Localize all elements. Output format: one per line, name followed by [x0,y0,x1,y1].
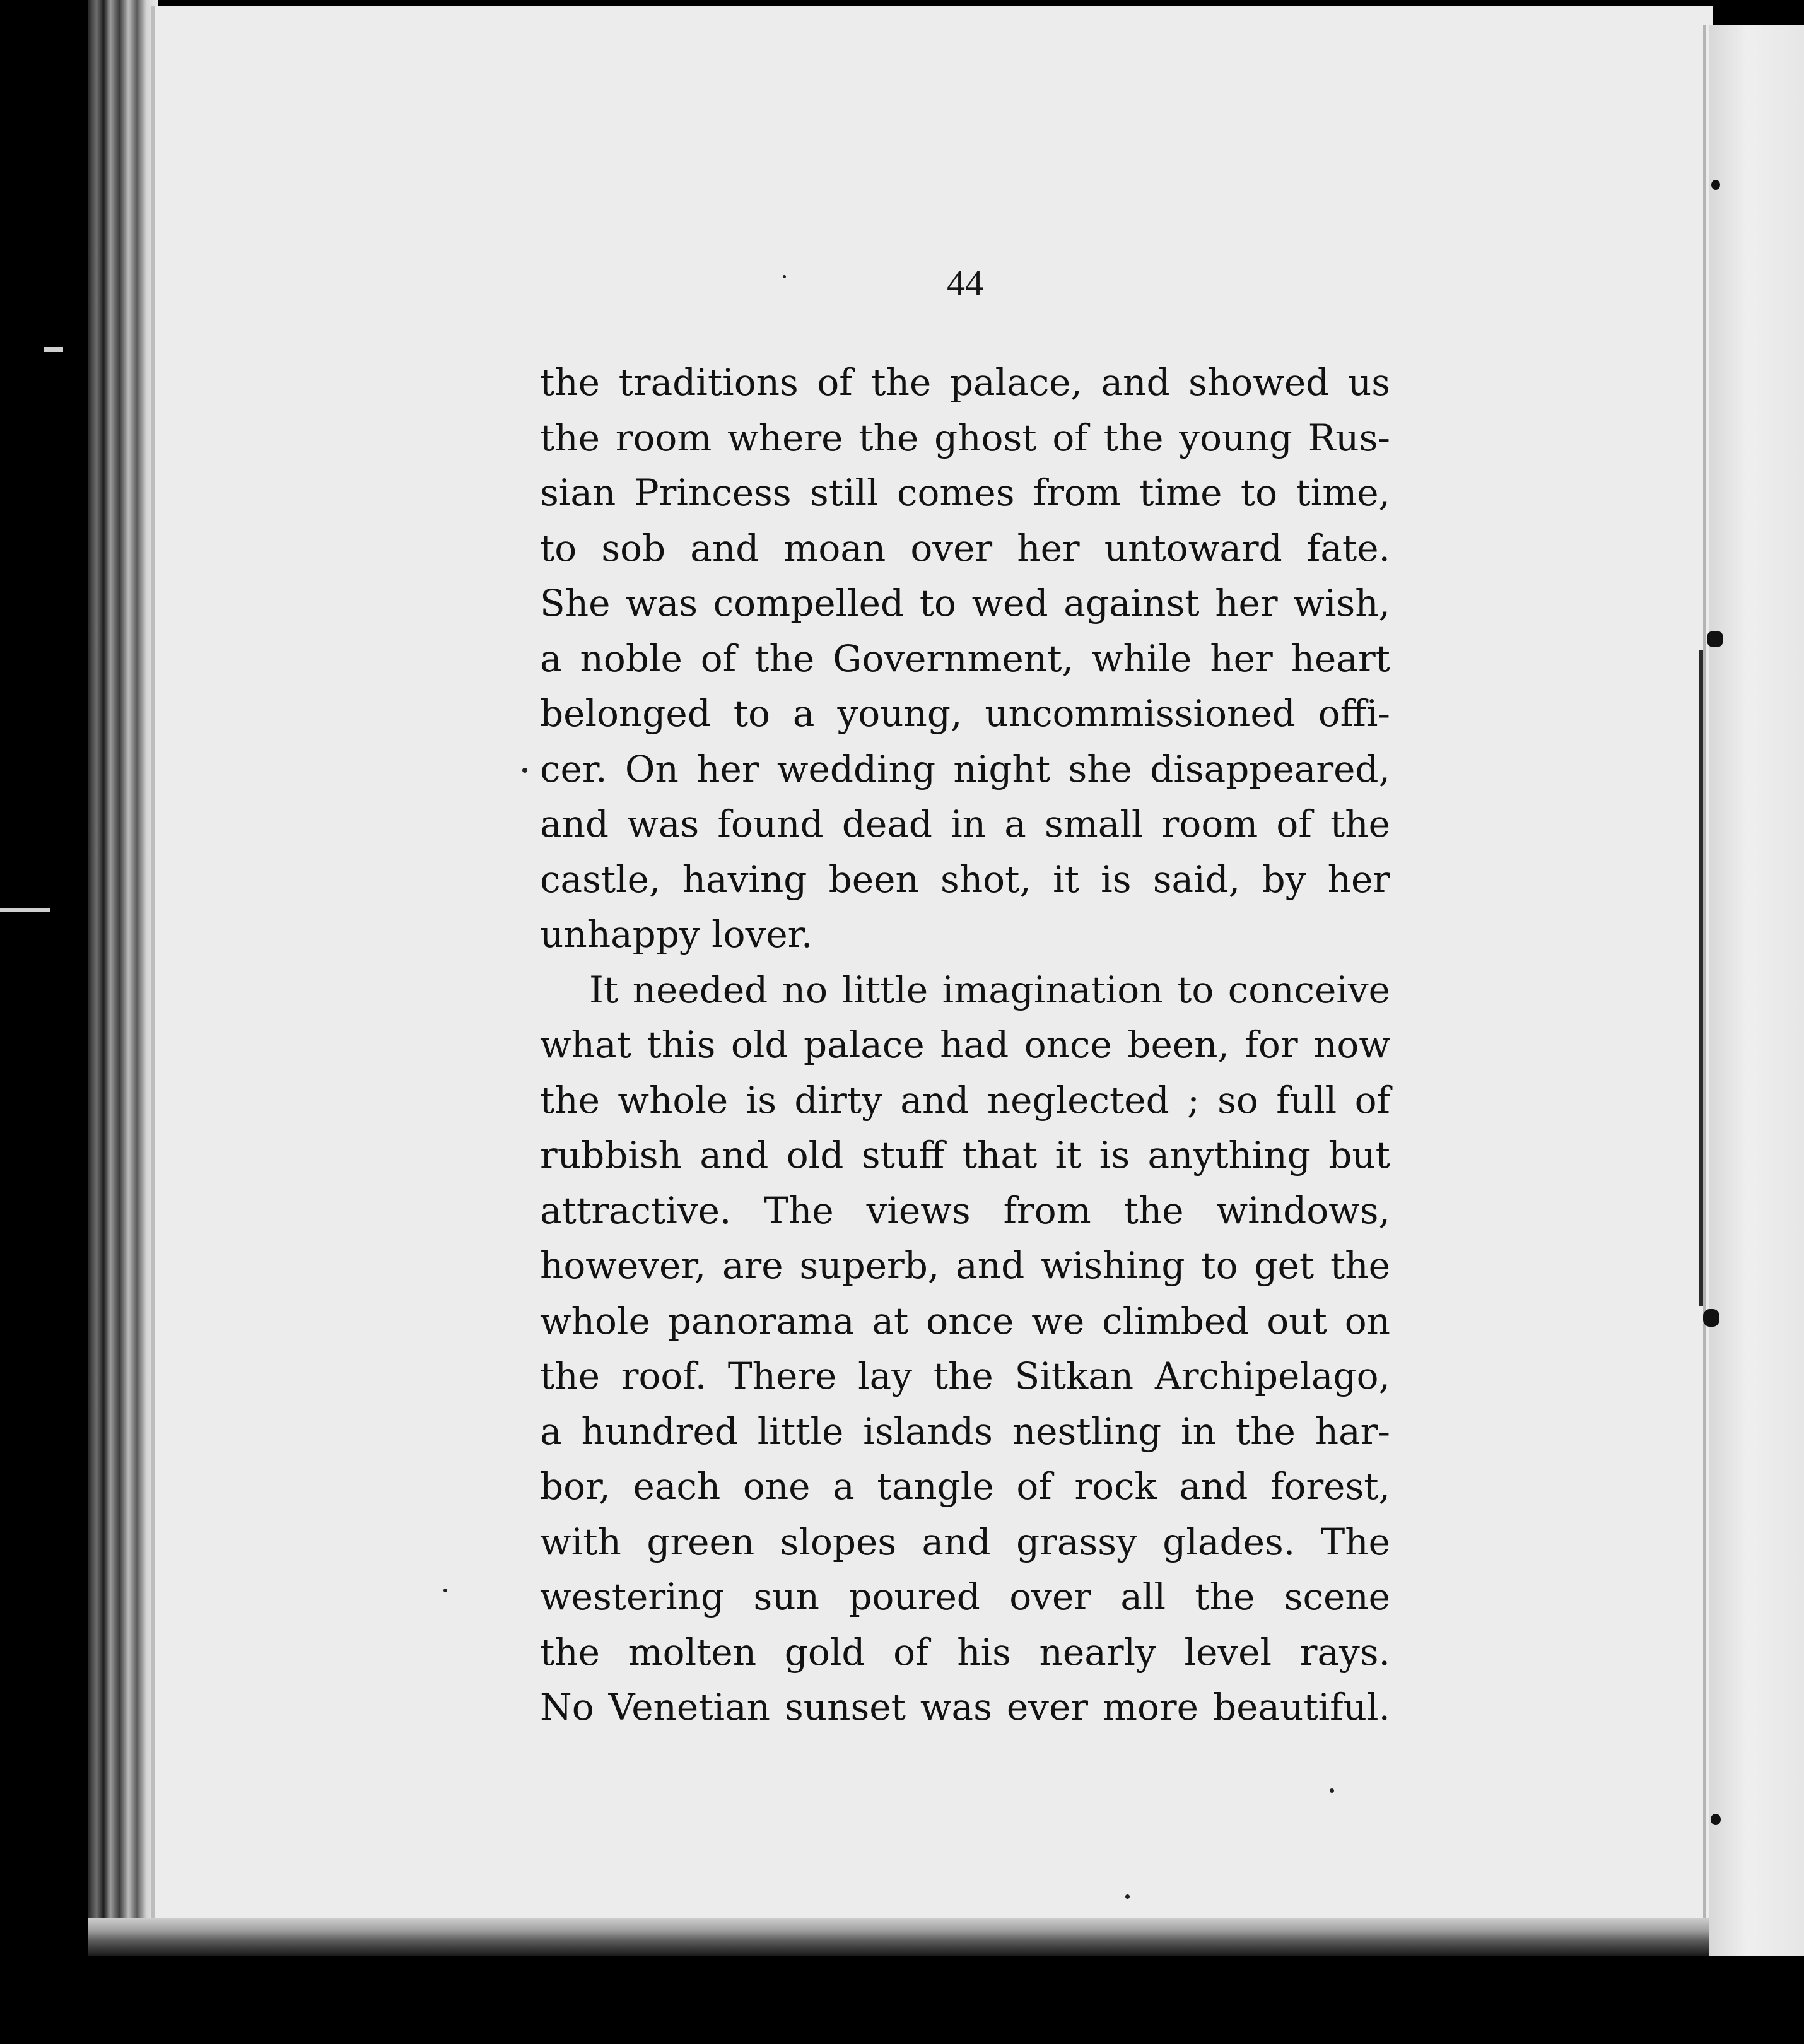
edge-mark [44,347,63,352]
text-line: however, are superb, and wishing to get the [540,1244,1390,1287]
text-line: the whole is dirty and neglected ; so full of [540,1078,1390,1122]
text-line: castle, having been shot, it is said, by her [540,857,1390,901]
text-line: sian Princess still comes from time to time, [540,471,1390,514]
speck [522,768,527,773]
text-line: a noble of the Government, while her heart [540,637,1390,680]
binding-strip [1709,25,1804,1956]
book-bottom-edge [88,1918,1728,1956]
book-edge [88,0,158,1953]
text-line: the roof. There lay the Sitkan Archipelago, [540,1354,1390,1397]
binding-mark [1711,180,1720,190]
text-line: with green slopes and grassy glades. The [540,1520,1390,1563]
speck [783,275,786,278]
text-line: westering sun poured over all the scene [540,1575,1390,1618]
text-line: It needed no little imagination to conceive [589,968,1390,1011]
binding-mark [1711,1814,1721,1825]
body-text [540,355,1390,1736]
speck [443,1589,447,1592]
text-line: No Venetian sunset was ever more beautiful. [540,1686,1390,1729]
text-line: a hundred little islands nestling in the har- [540,1409,1390,1453]
speck [1330,1788,1334,1793]
text-line: bor, each one a tangle of rock and forest, [540,1465,1390,1508]
text-line: unhappy lover. [540,913,813,956]
text-line: the room where the ghost of the young Rus- [540,416,1390,459]
binding-thread [1699,650,1703,1306]
text-line: rubbish and old stuff that it is anything but [540,1134,1390,1177]
text-line: to sob and moan over her untoward fate. [540,526,1390,570]
text-line: She was compelled to wed against her wish, [540,582,1390,625]
text-line: attractive. The views from the windows, [540,1189,1390,1232]
text-line: cer. On her wedding night she disappeared, [540,747,1390,790]
binding-mark [1707,631,1723,647]
text-line: whole panorama at once we climbed out on [540,1299,1390,1342]
text-line: and was found dead in a small room of the [540,802,1390,845]
gutter-line [1703,25,1706,1918]
edge-mark [0,908,50,912]
text-line: what this old palace had once been, for now [540,1023,1390,1066]
text-line: the traditions of the palace, and showed us [540,361,1390,404]
page-number: 44 [947,262,983,303]
speck [1125,1894,1130,1899]
text-line: belonged to a young, uncommissioned offi- [540,692,1390,735]
binding-mark [1703,1309,1719,1327]
text-line: the molten gold of his nearly level rays. [540,1630,1390,1674]
